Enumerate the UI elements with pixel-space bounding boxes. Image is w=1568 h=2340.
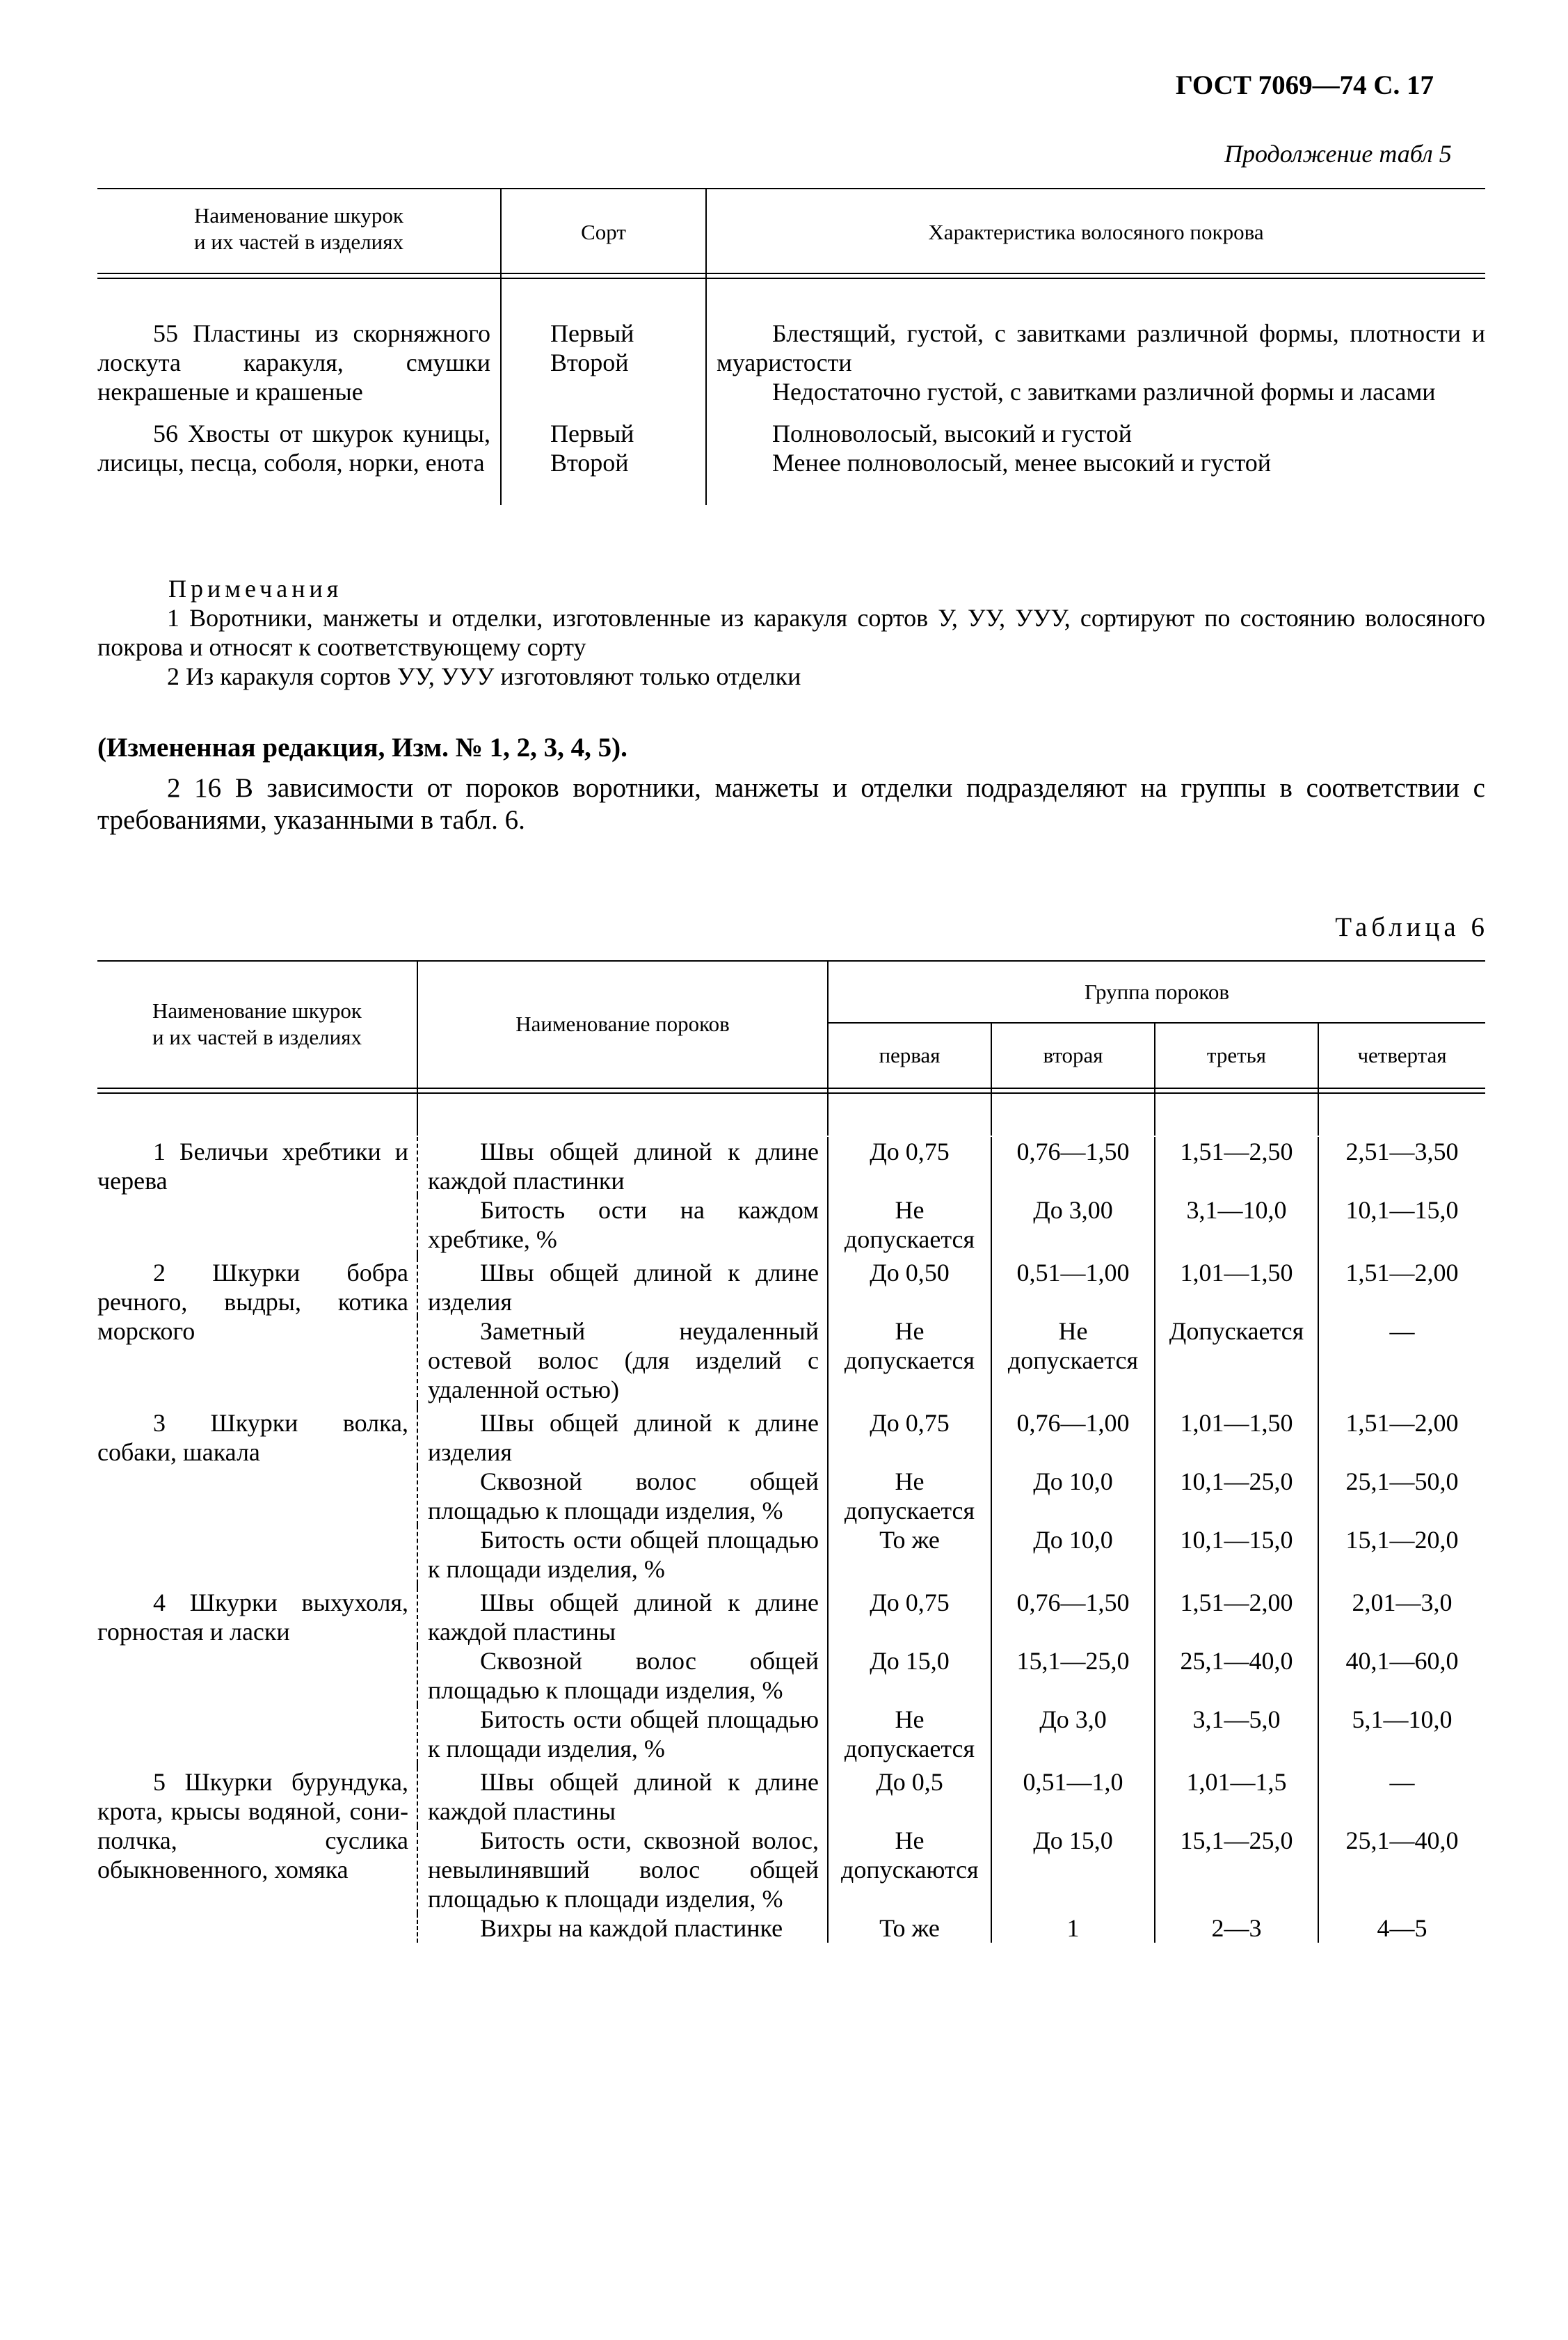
table6-group-value: 2,51—3,50	[1345, 1138, 1459, 1165]
table6-group-value: До 3,0	[991, 1705, 1155, 1763]
table6-defect-name: Вихры на каждой пластинке	[417, 1913, 828, 1943]
table6-group-value: 25,1—50,0	[1345, 1467, 1459, 1495]
table6-defect-name: Швы общей длиной к длине каждой пластинки	[417, 1137, 828, 1195]
table6-group-value: До 3,00	[991, 1195, 1155, 1254]
table6-group-value: 1,51—2,00	[1345, 1259, 1459, 1287]
table6-defect-name: Швы общей длиной к длине каждой пластины	[417, 1767, 828, 1826]
table6-group-value: 15,1—25,0	[991, 1646, 1155, 1705]
table6-defect-name: Битость ости общей площадью к площади изделия, %	[417, 1705, 828, 1763]
paragraph-2-16: 2 16 В зависимости от пороков воротники, манжеты и отделки подразделяют на группы в соответствии с требованиями, указанными в табл. 6.	[97, 773, 1485, 835]
table6-title: Таблица 6	[1335, 912, 1489, 942]
table6-group-value: 1,01—1,50	[1155, 1258, 1318, 1316]
table6-group-value: До 0,75	[828, 1137, 991, 1195]
table-row	[97, 1588, 1485, 1646]
table5-continuation-label: Продолжение табл 5	[1224, 140, 1452, 168]
page-header: ГОСТ 7069—74 С. 17	[1176, 70, 1434, 100]
table6-header-name: Наименование шкурок и их частей в изделиях	[97, 962, 417, 1087]
table6-group-value: 3,1—5,0	[1155, 1705, 1318, 1763]
table6-group-value: 2—3	[1155, 1913, 1318, 1943]
table6-group-value: —	[1389, 1768, 1415, 1796]
table5-characteristic: Блестящий, густой, с завитками различной формы, плотности и муаристости	[717, 319, 1485, 376]
table6-group-value: 4—5	[1377, 1914, 1427, 1942]
table-row	[97, 319, 1485, 406]
table5-row-name: 56 Хвосты от шкурок куницы, лисицы, песца, соболя, норки, енота	[97, 419, 501, 505]
table6-group-value: 5,1—10,0	[1352, 1705, 1453, 1733]
table6-group-value: 0,76—1,50	[991, 1588, 1155, 1646]
notes-title: Примечания	[168, 575, 343, 603]
table6	[97, 962, 1485, 1136]
table6-group-value: Не допускаются	[828, 1826, 991, 1913]
table6-row-name: 5 Шкурки бурундука, крота, крысы водяной, сони-полчка, суслика обыкновенного, хомяка	[97, 1767, 417, 1943]
table6-row-name: 4 Шкурки выхухоля, горностая и ласки	[97, 1588, 417, 1763]
table5-row-name: 55 Пластины из скорняжного лоскута каракуля, смушки некрашеные и крашеные	[97, 319, 501, 406]
table6-group-value: 0,51—1,00	[991, 1258, 1155, 1316]
table6-group-value: 1,01—1,5	[1155, 1767, 1318, 1826]
table6-header-defect: Наименование пороков	[417, 962, 828, 1087]
table6-group-value: 3,1—10,0	[1155, 1195, 1318, 1254]
table6-group-value: До 10,0	[991, 1525, 1155, 1584]
table6-group-value: 25,1—40,0	[1155, 1646, 1318, 1705]
table6-group-value: 0,76—1,00	[991, 1408, 1155, 1467]
table6-group-value: 0,76—1,50	[991, 1137, 1155, 1195]
table6-group-value: Не допускается	[828, 1195, 991, 1254]
table6-defect-name: Швы общей длиной к длине каждой пластины	[417, 1588, 828, 1646]
table6-defect-name: Битость ости общей площадью к площади изделия, %	[417, 1525, 828, 1584]
table6-group-second: вторая	[991, 1023, 1155, 1087]
table6-group-value: 25,1—40,0	[1345, 1826, 1459, 1854]
table6-group-value: До 0,75	[828, 1408, 991, 1467]
table6-body	[97, 1137, 1485, 1943]
note-item: 2 Из каракуля сортов УУ, УУУ изготовляют только отделки	[167, 662, 801, 690]
table6-group-value: 2,01—3,0	[1352, 1589, 1453, 1616]
table6-group-value: До 15,0	[991, 1826, 1155, 1913]
amendment-note: (Измененная редакция, Изм. № 1, 2, 3, 4, 5).	[97, 733, 627, 763]
table6-group-value: 0,51—1,0	[991, 1767, 1155, 1826]
table5-sort: Первый	[550, 420, 634, 447]
table5-sort: Второй	[550, 349, 629, 376]
table5-characteristic: Менее полноволосый, менее высокий и густой	[772, 449, 1272, 477]
table6-group-value: 1,01—1,50	[1155, 1408, 1318, 1467]
table6-group-value: 1	[991, 1913, 1155, 1943]
table6-defect-name: Швы общей длиной к длине изделия	[417, 1408, 828, 1467]
table6-defect-name: Битость ости, сквозной волос, невылинявший волос общей площадью к площади изделия, %	[417, 1826, 828, 1913]
table6-defect-name: Сквозной волос общей площадью к площади изделия, %	[417, 1646, 828, 1705]
note-item: 1 Воротники, манжеты и отделки, изготовленные из каракуля сортов У, УУ, УУУ, сортируют по состоянию волосяного покрова и относят к соответствующему сорту	[97, 604, 1485, 661]
table5-header-name: Наименование шкурок и их частей в изделиях	[97, 189, 501, 276]
table6-group-value: То же	[828, 1525, 991, 1584]
table5-header-char: Характеристика волосяного покрова	[928, 220, 1264, 244]
table5-header-sort: Сорт	[501, 189, 706, 276]
table5-sort: Первый	[550, 319, 634, 347]
table6-group-value: 40,1—60,0	[1345, 1647, 1459, 1675]
table6-group-value: 10,1—15,0	[1155, 1525, 1318, 1584]
table6-group-value: До 0,50	[828, 1258, 991, 1316]
table5-characteristic: Полноволосый, высокий и густой	[772, 420, 1133, 447]
table6-header-group: Группа пороков	[828, 962, 1485, 1023]
table6-group-value: —	[1389, 1317, 1415, 1345]
table-row	[97, 1408, 1485, 1467]
table6-group-value: 15,1—20,0	[1345, 1526, 1459, 1554]
table6-group-value: То же	[828, 1913, 991, 1943]
table-row	[97, 1767, 1485, 1826]
table6-defect-name: Сквозной волос общей площадью к площади изделия, %	[417, 1467, 828, 1525]
notes-block	[97, 574, 1485, 691]
table6-group-first: первая	[828, 1023, 991, 1087]
table6-group-value: До 0,75	[828, 1588, 991, 1646]
table6-group-value: До 0,5	[828, 1767, 991, 1826]
table6-group-value: Не допускается	[991, 1316, 1155, 1404]
table6-group-value: Не допускается	[828, 1316, 991, 1404]
table6-row-name: 1 Беличьи хребтики и черева	[97, 1137, 417, 1254]
table6-row-name: 3 Шкурки волка, собаки, шакала	[97, 1408, 417, 1584]
table-row	[97, 419, 1485, 505]
table6-group-value: До 15,0	[828, 1646, 991, 1705]
table-row	[97, 1137, 1485, 1195]
table6-group-fourth: четвертая	[1357, 1042, 1447, 1067]
table6-group-third: третья	[1155, 1023, 1318, 1087]
table6-defect-name: Битость ости на каждом хребтике, %	[417, 1195, 828, 1254]
table6-group-value: 1,51—2,00	[1155, 1588, 1318, 1646]
table6-group-value: 10,1—15,0	[1345, 1196, 1459, 1224]
table6-group-value: Не допускается	[828, 1705, 991, 1763]
table-row	[97, 1258, 1485, 1316]
table6-group-value: До 10,0	[991, 1467, 1155, 1525]
table6-group-value: 1,51—2,00	[1345, 1409, 1459, 1437]
table6-defect-name: Швы общей длиной к длине изделия	[417, 1258, 828, 1316]
table6-defect-name: Заметный неудаленный остевой волос (для изделий с удаленной остью)	[417, 1316, 828, 1404]
table6-row-name: 2 Шкурки бобра речного, выдры, котика морского	[97, 1258, 417, 1404]
table6-group-value: 10,1—25,0	[1155, 1467, 1318, 1525]
table6-group-value: Не допускается	[828, 1467, 991, 1525]
table5-characteristic: Недостаточно густой, с завитками различной формы и ласами	[772, 378, 1436, 406]
table6-group-value: Допускается	[1155, 1316, 1318, 1404]
table5	[97, 189, 1485, 505]
table5-sort: Второй	[550, 449, 629, 477]
table6-group-value: 15,1—25,0	[1155, 1826, 1318, 1913]
table6-group-value: 1,51—2,50	[1155, 1137, 1318, 1195]
